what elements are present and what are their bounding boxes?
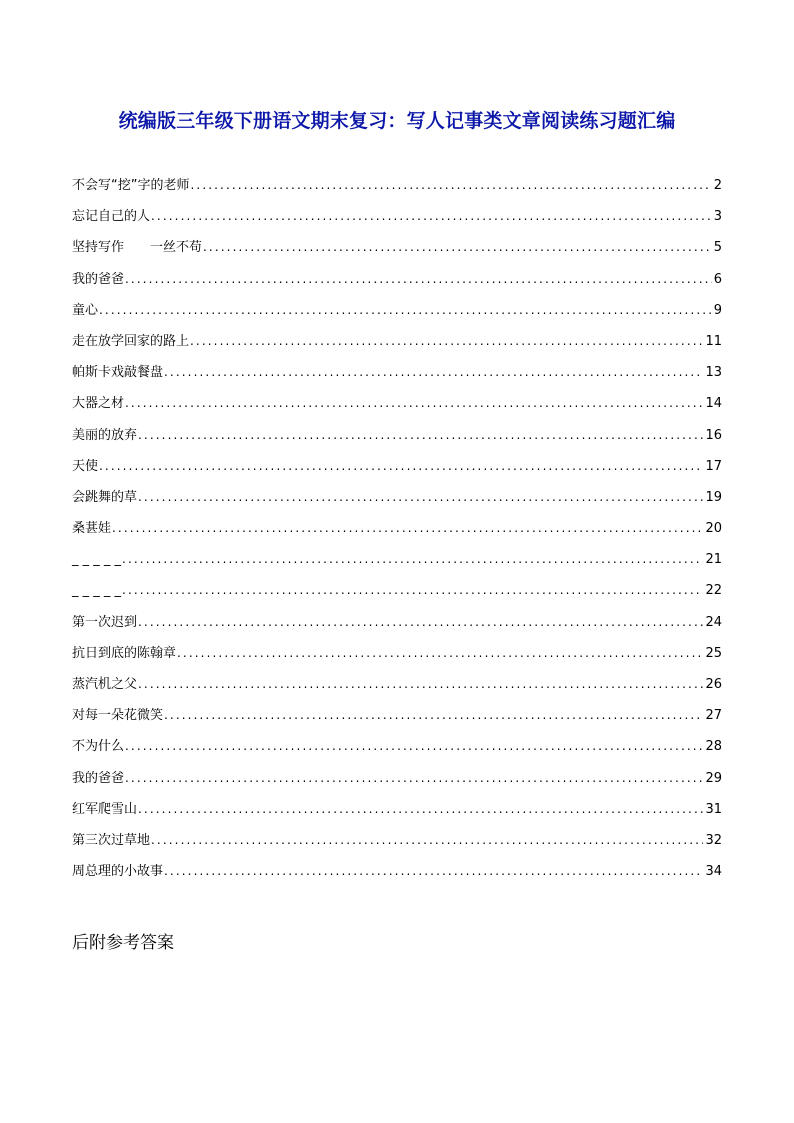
toc-entry-title: 帕斯卡戏敲餐盘: [72, 365, 164, 381]
toc-entry-page: 21: [705, 552, 722, 568]
toc-leader-dots: [125, 390, 703, 416]
toc-entry[interactable]: [72, 640, 722, 671]
toc-entry[interactable]: [72, 546, 722, 577]
toc-entry-title: 走在放学回家的路上: [72, 333, 190, 349]
toc-entry[interactable]: [72, 453, 722, 484]
toc-entry-page: 31: [705, 801, 722, 817]
toc-leader-dots: [138, 484, 703, 510]
toc-entry-page: 5: [713, 240, 722, 256]
toc-entry[interactable]: [72, 203, 722, 234]
toc-entry[interactable]: [72, 484, 722, 515]
toc-entry-page: 14: [705, 396, 722, 412]
toc-entry-page: 17: [705, 458, 722, 474]
toc-entry-title: 周总理的小故事: [72, 864, 164, 880]
toc-entry[interactable]: [72, 328, 722, 359]
toc-leader-dots: [164, 702, 703, 728]
toc-entry-page: 19: [705, 489, 722, 505]
toc-leader-dots: [177, 640, 703, 666]
toc-entry-page: 29: [705, 770, 722, 786]
toc-entry-page: 26: [705, 677, 722, 692]
toc-entry-title: 会跳舞的草: [72, 489, 138, 505]
toc-entry[interactable]: [72, 577, 722, 608]
toc-entry-page: 32: [705, 832, 722, 848]
toc-entry[interactable]: [72, 172, 722, 203]
toc-entry-title: 大器之材: [72, 396, 125, 412]
toc-entry-page: 28: [705, 739, 722, 755]
toc-entry[interactable]: [72, 609, 722, 640]
toc-entry-title: 桑葚娃: [72, 521, 112, 537]
table-of-contents: [72, 172, 722, 889]
toc-entry-page: 24: [705, 614, 722, 630]
toc-entry-title: 蒸汽机之父: [72, 677, 138, 692]
toc-leader-dots: [122, 546, 703, 572]
toc-leader-dots: [138, 422, 703, 448]
toc-leader-dots: [151, 827, 703, 853]
toc-entry-page: 9: [713, 302, 722, 318]
toc-entry-title: _ _ _ _ _: [72, 552, 122, 568]
toc-entry-page: 25: [705, 645, 722, 661]
toc-entry[interactable]: [72, 702, 722, 733]
toc-entry[interactable]: [72, 858, 722, 889]
toc-leader-dots: [164, 858, 703, 884]
toc-entry-title: 对每一朵花微笑: [72, 708, 164, 724]
toc-leader-dots: [125, 266, 712, 292]
toc-leader-dots: [122, 577, 703, 603]
toc-entry-page: 2: [713, 178, 722, 193]
toc-entry-page: 22: [705, 583, 722, 599]
toc-leader-dots: [164, 359, 703, 385]
toc-entry[interactable]: [72, 733, 722, 764]
toc-entry-page: 34: [705, 864, 722, 880]
toc-entry[interactable]: [72, 765, 722, 796]
toc-entry-title: 忘记自己的人: [72, 209, 151, 225]
toc-entry-page: 3: [713, 209, 722, 225]
toc-entry[interactable]: [72, 827, 722, 858]
toc-entry-title: 坚持写作 一丝不苟: [72, 240, 203, 256]
toc-leader-dots: [125, 765, 703, 791]
toc-leader-dots: [151, 203, 712, 229]
toc-entry-title: 第一次迟到: [72, 614, 138, 630]
answers-note: 后附参考答案: [72, 933, 174, 953]
toc-leader-dots: [190, 328, 703, 354]
toc-leader-dots: [203, 234, 712, 260]
toc-entry-title: 第三次过草地: [72, 832, 151, 848]
toc-entry[interactable]: [72, 515, 722, 546]
toc-entry[interactable]: [72, 359, 722, 390]
toc-entry-page: 16: [705, 427, 722, 443]
toc-entry-page: 6: [713, 271, 722, 287]
toc-entry-page: 27: [705, 708, 722, 724]
toc-leader-dots: [99, 297, 712, 323]
toc-entry-title: 美丽的放弃: [72, 427, 138, 443]
toc-entry[interactable]: [72, 422, 722, 453]
toc-entry-page: 11: [705, 333, 722, 349]
toc-entry[interactable]: [72, 796, 722, 827]
toc-leader-dots: [138, 671, 703, 697]
toc-entry-page: 13: [705, 365, 722, 381]
toc-entry-title: 我的爸爸: [72, 271, 125, 287]
toc-entry-title: 天使: [72, 458, 99, 474]
toc-entry-title: 童心: [72, 302, 99, 318]
toc-entry[interactable]: [72, 266, 722, 297]
toc-leader-dots: [112, 515, 703, 541]
toc-leader-dots: [99, 453, 703, 479]
toc-entry[interactable]: [72, 390, 722, 421]
toc-entry-page: 20: [705, 521, 722, 537]
toc-entry-title: 不为什么: [72, 739, 125, 755]
toc-leader-dots: [138, 796, 703, 822]
toc-leader-dots: [190, 172, 711, 198]
toc-leader-dots: [125, 733, 703, 759]
toc-entry[interactable]: [72, 297, 722, 328]
toc-entry-title: 不会写“挖”字的老师: [72, 178, 190, 193]
toc-entry[interactable]: [72, 234, 722, 265]
toc-entry-title: 红军爬雪山: [72, 801, 138, 817]
toc-entry-title: 我的爸爸: [72, 770, 125, 786]
toc-entry[interactable]: [72, 671, 722, 702]
toc-entry-title: _ _ _ _ _: [72, 583, 122, 599]
toc-leader-dots: [138, 609, 703, 635]
toc-entry-title: 抗日到底的陈翰章: [72, 645, 177, 661]
document-title: 统编版三年级下册语文期末复习：写人记事类文章阅读练习题汇编: [118, 110, 676, 132]
